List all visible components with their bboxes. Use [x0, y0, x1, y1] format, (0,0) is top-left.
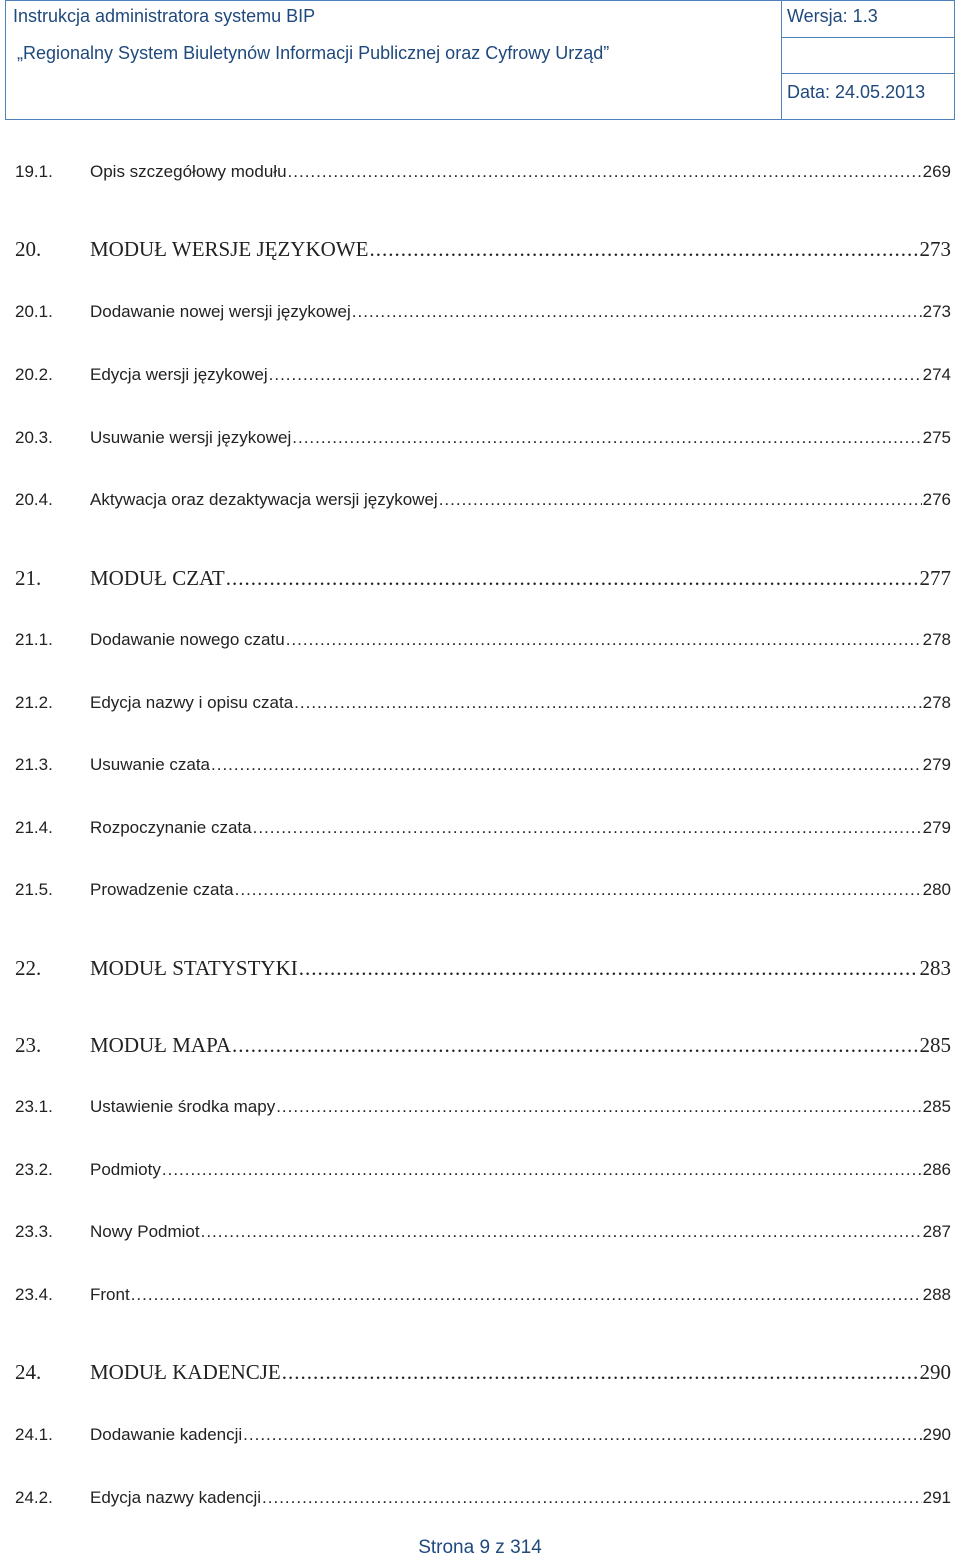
toc-entry-page: 291 — [922, 1488, 951, 1507]
toc-entry[interactable] — [15, 956, 951, 981]
toc-entry[interactable] — [15, 428, 951, 448]
toc-entry-page: 274 — [922, 365, 951, 384]
toc-dot-leader — [243, 1425, 921, 1445]
toc-entry-page: 286 — [922, 1160, 951, 1179]
toc-dot-leader — [232, 1033, 918, 1058]
toc-entry-page: 285 — [919, 1033, 951, 1057]
toc-entry-title: Dodawanie kadencji — [90, 1425, 243, 1444]
toc-dot-leader — [369, 237, 918, 262]
toc-dot-leader — [352, 302, 922, 322]
toc-entry[interactable] — [15, 818, 951, 838]
toc-entry[interactable] — [15, 693, 951, 713]
toc-dot-leader — [201, 1222, 922, 1242]
toc-entry-title: Opis szczegółowy modułu — [90, 162, 287, 181]
toc-entry-page: 287 — [922, 1222, 951, 1241]
toc-dot-leader — [294, 693, 921, 713]
header-divider-vertical — [781, 1, 782, 119]
toc-entry-number: 21. — [15, 566, 42, 590]
toc-dot-leader — [162, 1160, 922, 1180]
header-subtitle: „Regionalny System Biuletynów Informacji Publicznej oraz Cyfrowy Urząd” — [17, 43, 610, 63]
toc-dot-leader — [439, 490, 922, 510]
toc-entry-number: 20.1. — [15, 302, 53, 321]
header-version: Wersja: 1.3 — [787, 6, 878, 26]
toc-entry-title: Aktywacja oraz dezaktywacja wersji językowej — [90, 490, 438, 509]
toc-dot-leader — [211, 755, 922, 775]
toc-entry-title: MODUŁ STATYSTYKI — [90, 956, 298, 980]
toc-entry-page: 279 — [922, 755, 951, 774]
toc-entry-page: 278 — [922, 630, 951, 649]
toc-entry-title: Podmioty — [90, 1160, 161, 1179]
toc-entry-page: 290 — [922, 1425, 951, 1444]
toc-entry[interactable] — [15, 630, 951, 650]
toc-entry-title: MODUŁ CZAT — [90, 566, 225, 590]
toc-entry-title: Front — [90, 1285, 130, 1304]
toc-entry-number: 19.1. — [15, 162, 53, 181]
toc-entry-number: 20. — [15, 237, 42, 261]
toc-entry-number: 23.3. — [15, 1222, 53, 1241]
toc-entry-number: 21.4. — [15, 818, 53, 837]
toc-entry[interactable] — [15, 1488, 951, 1508]
toc-dot-leader — [276, 1097, 921, 1117]
toc-entry[interactable] — [15, 1285, 951, 1305]
toc-entry-number: 24. — [15, 1360, 42, 1384]
toc-entry-page: 278 — [922, 693, 951, 712]
toc-entry-title: Nowy Podmiot — [90, 1222, 200, 1241]
toc-entry[interactable] — [15, 1425, 951, 1445]
toc-entry-number: 22. — [15, 956, 42, 980]
toc-entry[interactable] — [15, 755, 951, 775]
toc-entry-page: 283 — [919, 956, 951, 980]
toc-entry-page: 269 — [922, 162, 951, 181]
toc-entry-page: 279 — [922, 818, 951, 837]
toc-entry-number: 21.5. — [15, 880, 53, 899]
toc-entry-number: 23.4. — [15, 1285, 53, 1304]
header-date: Data: 24.05.2013 — [787, 82, 926, 102]
toc-entry[interactable] — [15, 1160, 951, 1180]
toc-entry-title: Edycja wersji językowej — [90, 365, 268, 384]
toc-entry-title: MODUŁ WERSJE JĘZYKOWE — [90, 237, 369, 261]
toc-dot-leader — [299, 956, 919, 981]
toc-entry-page: 275 — [922, 428, 951, 447]
page-number-footer: Strona 9 z 314 — [418, 1537, 542, 1558]
toc-entry-title: MODUŁ KADENCJE — [90, 1360, 281, 1384]
toc-entry-number: 24.2. — [15, 1488, 53, 1507]
header-divider-horizontal-2 — [781, 73, 954, 74]
toc-entry-page: 273 — [919, 237, 951, 261]
toc-entry[interactable] — [15, 237, 951, 262]
toc-dot-leader — [288, 162, 922, 182]
toc-entry-number: 21.1. — [15, 630, 53, 649]
toc-entry-page: 290 — [919, 1360, 951, 1384]
toc-entry-title: Edycja nazwy kadencji — [90, 1488, 262, 1507]
toc-entry[interactable] — [15, 1097, 951, 1117]
toc-entry[interactable] — [15, 302, 951, 322]
toc-entry-page: 280 — [922, 880, 951, 899]
header-title: Instrukcja administratora systemu BIP — [13, 6, 316, 26]
toc-entry[interactable] — [15, 490, 951, 510]
toc-dot-leader — [226, 566, 919, 591]
toc-entry-number: 23.1. — [15, 1097, 53, 1116]
toc-entry-number: 20.3. — [15, 428, 53, 447]
toc-dot-leader — [131, 1285, 922, 1305]
toc-entry[interactable] — [15, 880, 951, 900]
toc-dot-leader — [253, 818, 922, 838]
toc-entry-title: Edycja nazwy i opisu czata — [90, 693, 294, 712]
toc-dot-leader — [282, 1360, 919, 1385]
toc-entry-page: 285 — [922, 1097, 951, 1116]
toc-entry-page: 273 — [922, 302, 951, 321]
toc-entry-page: 276 — [922, 490, 951, 509]
toc-entry[interactable] — [15, 162, 951, 182]
toc-entry-page: 288 — [922, 1285, 951, 1304]
toc-entry-number: 20.4. — [15, 490, 53, 509]
toc-dot-leader — [262, 1488, 922, 1508]
toc-entry-number: 23.2. — [15, 1160, 53, 1179]
toc-entry-title: Prowadzenie czata — [90, 880, 234, 899]
toc-entry-number: 24.1. — [15, 1425, 53, 1444]
toc-entry[interactable] — [15, 365, 951, 385]
toc-entry-number: 21.3. — [15, 755, 53, 774]
toc-dot-leader — [235, 880, 922, 900]
toc-entry-title: Dodawanie nowego czatu — [90, 630, 285, 649]
toc-entry-title: MODUŁ MAPA — [90, 1033, 232, 1057]
toc-entry-title: Dodawanie nowej wersji językowej — [90, 302, 351, 321]
toc-entry-page: 277 — [919, 566, 951, 590]
toc-entry-title: Usuwanie czata — [90, 755, 211, 774]
toc-entry[interactable] — [15, 566, 951, 591]
toc-entry-title: Ustawienie środka mapy — [90, 1097, 276, 1116]
toc-entry-title: Rozpoczynanie czata — [90, 818, 252, 837]
toc-entry-number: 23. — [15, 1033, 42, 1057]
toc-dot-leader — [269, 365, 922, 385]
header-divider-horizontal — [781, 37, 954, 38]
toc-entry[interactable] — [15, 1360, 951, 1385]
toc-entry[interactable] — [15, 1033, 951, 1058]
toc-dot-leader — [292, 428, 921, 448]
toc-dot-leader — [286, 630, 922, 650]
toc-entry[interactable] — [15, 1222, 951, 1242]
toc-entry-number: 21.2. — [15, 693, 53, 712]
toc-entry-number: 20.2. — [15, 365, 53, 384]
toc-entry-title: Usuwanie wersji językowej — [90, 428, 292, 447]
